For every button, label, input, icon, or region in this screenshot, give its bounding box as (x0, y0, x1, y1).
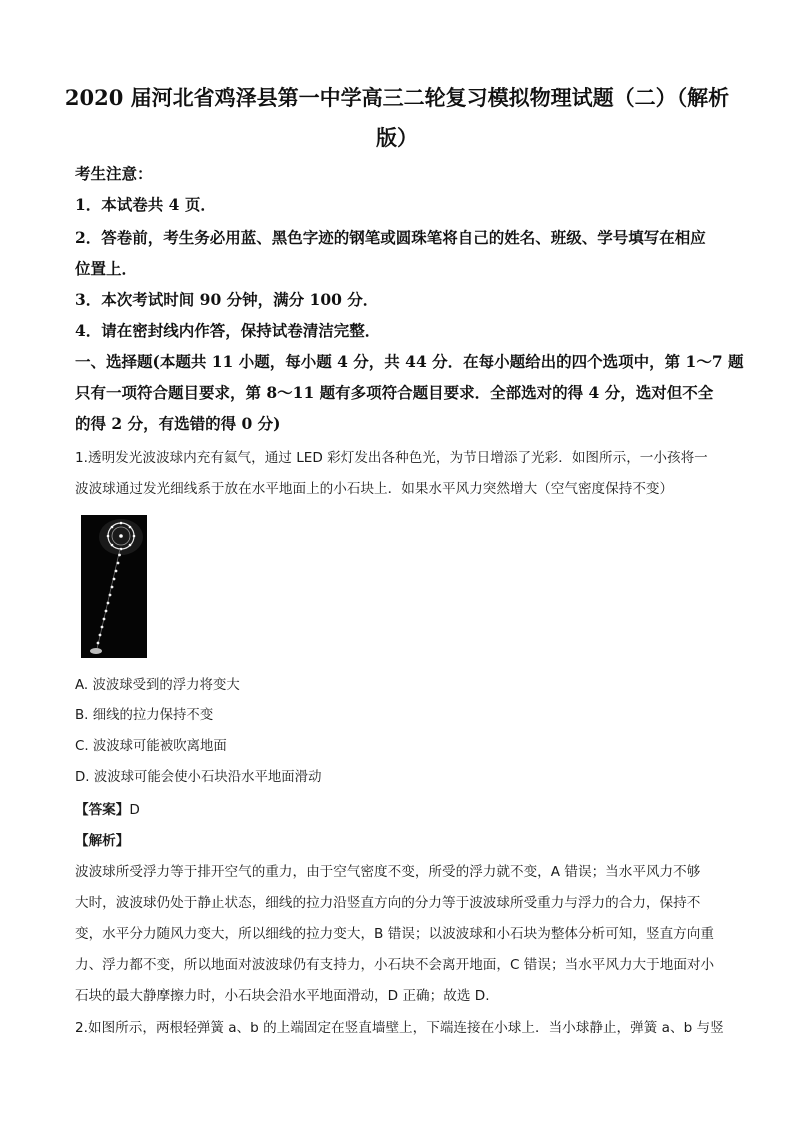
analysis-heading (75, 831, 129, 851)
section-heading-line: 一、选择题(本题共 11 小题，每小题 4 分，共 44 分．在每小题给出的四个选项中，第 1～7 题 (75, 352, 744, 371)
notice-item: 3．本次考试时间 90 分钟，满分 100 分． (75, 290, 379, 309)
analysis-text: 波波球所受浮力等于排开空气的重力，由于空气密度不变，所受的浮力就不变，A 错误；当水平风力不够 (75, 864, 701, 880)
balloon-photo-drawing (81, 515, 147, 658)
notice-item: 1．本试卷共 4 页． (75, 195, 216, 214)
option-c: C. 波波球可能被吹离地面 (75, 739, 227, 754)
section-heading-line: 只有一项符合题目要求，第 8～11 题有多项符合题目要求．全部选对的得 4 分，选对但不全 (75, 383, 714, 402)
answer-label: 【答案】 (75, 802, 130, 818)
question-1-text: 波波球通过发光细线系于放在水平地面上的小石块上．如果水平风力突然增大（空气密度保持不变） (75, 481, 674, 497)
notice-item: 2．答卷前，考生务必用蓝、黑色字迹的钢笔或圆珠笔将自己的姓名、班级、学号填写在相应 (75, 228, 706, 247)
page-title-continued: 版） (376, 125, 418, 150)
analysis-text: 变，水平分力随风力变大，所以细线的拉力变大，B 错误；以波波球和小石块为整体分析可知，竖直方向重 (75, 926, 714, 942)
analysis-text: 大时，波波球仍处于静止状态，细线的拉力沿竖直方向的分力等于波波球所受重力与浮力的合力，保持不 (75, 895, 701, 911)
question-1-text: 1.透明发光波波球内充有氦气，通过 LED 彩灯发出各种色光，为节日增添了光彩．如图所示，一小孩将一 (75, 450, 708, 466)
notice-item: 4．请在密封线内作答，保持试卷清洁完整． (75, 321, 381, 340)
option-b: B. 细线的拉力保持不变 (75, 708, 214, 723)
question-2-text: 2.如图所示，两根轻弹簧 a、b 的上端固定在竖直墙壁上，下端连接在小球上．当小球静止，弹簧 a、b 与竖 (75, 1020, 724, 1036)
analysis-text: 力、浮力都不变，所以地面对波波球仍有支持力，小石块不会离开地面，C 错误；当水平风力大于地面对小 (75, 957, 715, 973)
section-heading-line: 的得 2 分，有选错的得 0 分) (75, 414, 281, 433)
analysis-text: 石块的最大静摩擦力时，小石块会沿水平地面滑动，D 正确；故选 D. (75, 988, 490, 1004)
option-d: D. 波波球可能会使小石块沿水平地面滑动 (75, 770, 322, 785)
answer-line (75, 800, 140, 820)
notice-item: 位置上． (75, 259, 138, 278)
notice-heading: 考生注意： (75, 164, 153, 183)
option-a: A. 波波球受到的浮力将变大 (75, 678, 240, 693)
page-title: 2020 届河北省鸡泽县第一中学高三二轮复习模拟物理试题（二）（解析 (64, 85, 730, 110)
answer-value: D (129, 802, 140, 818)
stone (90, 648, 102, 654)
balloon-photo (81, 515, 147, 658)
analysis-label: 【解析】 (75, 833, 130, 849)
